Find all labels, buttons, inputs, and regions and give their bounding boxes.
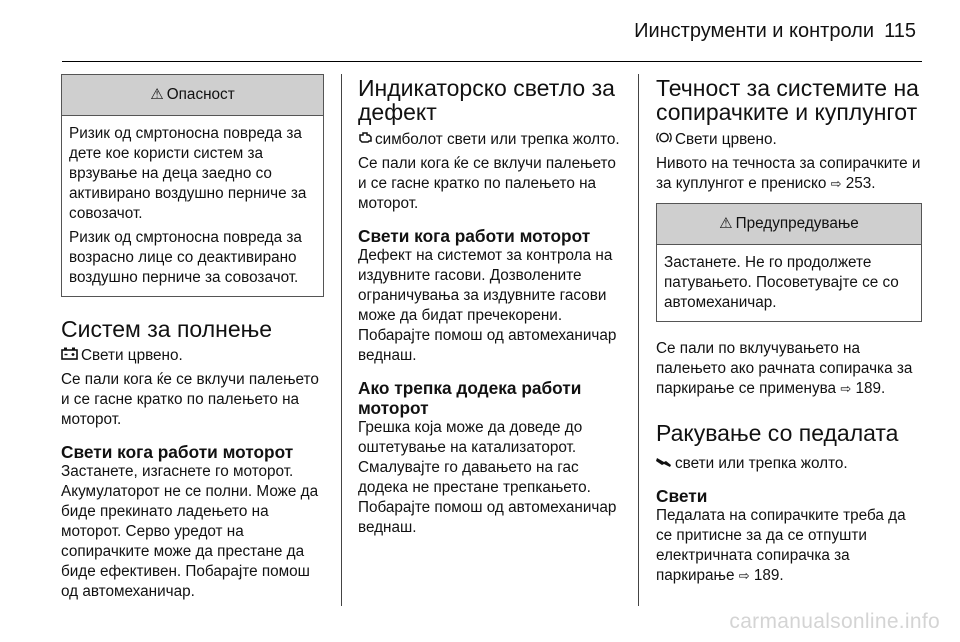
brake-indicator-line (656, 130, 922, 150)
column-3 (656, 74, 922, 586)
section-heading-malfunction-light: Индикаторско светло за дефект (358, 75, 615, 125)
page-reference-arrow-icon: ⇨ (738, 568, 750, 583)
malfunction-indicator-text: симболот свети или трепка жолто. (375, 131, 620, 148)
malfunction-indicator-line (358, 130, 624, 150)
pedal-subheading: Свети (656, 486, 708, 506)
danger-box-body (62, 116, 323, 296)
brake-warning-icon (656, 130, 672, 150)
column-2 (358, 74, 624, 538)
section-heading-charging-system: Систем за полнење (61, 316, 273, 342)
danger-paragraph-2: Ризик од смртоносна повреда за возрасно лице со деактивирано воздушно перниче за совозачот. (69, 229, 302, 286)
section-heading-brake-fluid: Течност за системите на сопирачките и куплунгот (656, 75, 919, 125)
engine-check-icon (358, 130, 372, 150)
caution-box-title: Предупредување (735, 215, 859, 232)
brake-paragraph-2-ref[interactable]: 189. (855, 380, 886, 397)
malfunction-paragraph-3: Грешка која може да доведе до оштетување на катализаторот. Смалувајте го давањето на гас додека не престане трепкањето. Побарајте помош од автомеханичар веднаш. (358, 419, 617, 536)
section-heading-pedal-operation: Ракување со педалата (656, 420, 899, 446)
caution-box-body (657, 245, 921, 321)
brake-paragraph-2-text: Се пали по вклучувањето на палењето ако рачната сопирачка за паркирање се применува (656, 340, 913, 397)
danger-box-title: Опасност (166, 86, 235, 103)
pedal-indicator-text: свети или трепка жолто. (675, 455, 848, 472)
charging-subheading: Свети кога работи моторот (61, 442, 294, 462)
foot-pedal-icon (656, 454, 672, 474)
pedal-paragraph-text: Педалата на сопирачките треба да се притисне за да се отпушти електричната сопирачка за паркирање (656, 507, 906, 584)
charging-paragraph-2: Застанете, изгаснете го моторот. Акумулаторот не се полни. Може да биде прекинато ладењето на моторот. Серво уредот на сопирачките може да престане да биде ефективен. Побарајте помош од автомеханичар. (61, 463, 319, 600)
danger-box-header (62, 75, 323, 116)
pedal-paragraph-ref[interactable]: 189. (753, 567, 784, 584)
page-number: 115 (884, 20, 916, 42)
watermark: carmanualsonline.info (729, 610, 940, 633)
column-divider-2 (638, 74, 639, 606)
running-header-title: Иинструменти и контроли (634, 20, 874, 42)
danger-paragraph-1: Ризик од смртоносна повреда за дете кое користи систем за врзување на деца заедно со активирано воздушно перниче за совозачот. (69, 125, 307, 222)
malfunction-paragraph-1: Се пали кога ќе се вклучи палењето и се гасне кратко по палењето на моторот. (358, 155, 616, 212)
page-reference-arrow-icon: ⇨ (830, 176, 842, 191)
charging-indicator-text: Свети црвено. (81, 347, 183, 364)
pedal-paragraph (656, 506, 922, 586)
danger-box (61, 74, 324, 297)
warning-triangle-icon: ⚠ (719, 215, 733, 232)
malfunction-subheading-1: Свети кога работи моторот (358, 226, 591, 246)
brake-paragraph-1 (656, 154, 922, 194)
pedal-indicator-line (656, 454, 922, 474)
malfunction-subheading-2: Ако трепка додека работи моторот (358, 378, 582, 418)
page-reference-arrow-icon: ⇨ (840, 381, 852, 396)
charging-indicator-line (61, 346, 324, 366)
brake-indicator-text: Свети црвено. (675, 131, 777, 148)
warning-triangle-icon: ⚠ (150, 86, 164, 103)
malfunction-paragraph-2: Дефект на системот за контрола на издувните гасови. Дозволените ограничувања за издувните гасови може да бидат пречекорени. Побарајте помош од автомеханичар веднаш. (358, 247, 617, 364)
caution-box (656, 203, 922, 322)
battery-icon (61, 346, 78, 366)
brake-paragraph-1-ref[interactable]: 253. (845, 175, 876, 192)
column-divider-1 (341, 74, 342, 606)
brake-paragraph-2 (656, 339, 922, 399)
caution-paragraph: Застанете. Не го продолжете патувањето. Посоветувајте се со автомеханичар. (664, 254, 899, 311)
header-rule (62, 61, 922, 62)
brake-paragraph-1-text: Нивото на течноста за сопирачките и за куплунгот е прениско (656, 155, 921, 192)
column-1 (61, 74, 324, 602)
charging-paragraph-1: Се пали кога ќе се вклучи палењето и се гасне кратко по палењето на моторот. (61, 371, 319, 428)
caution-box-header (657, 204, 921, 245)
